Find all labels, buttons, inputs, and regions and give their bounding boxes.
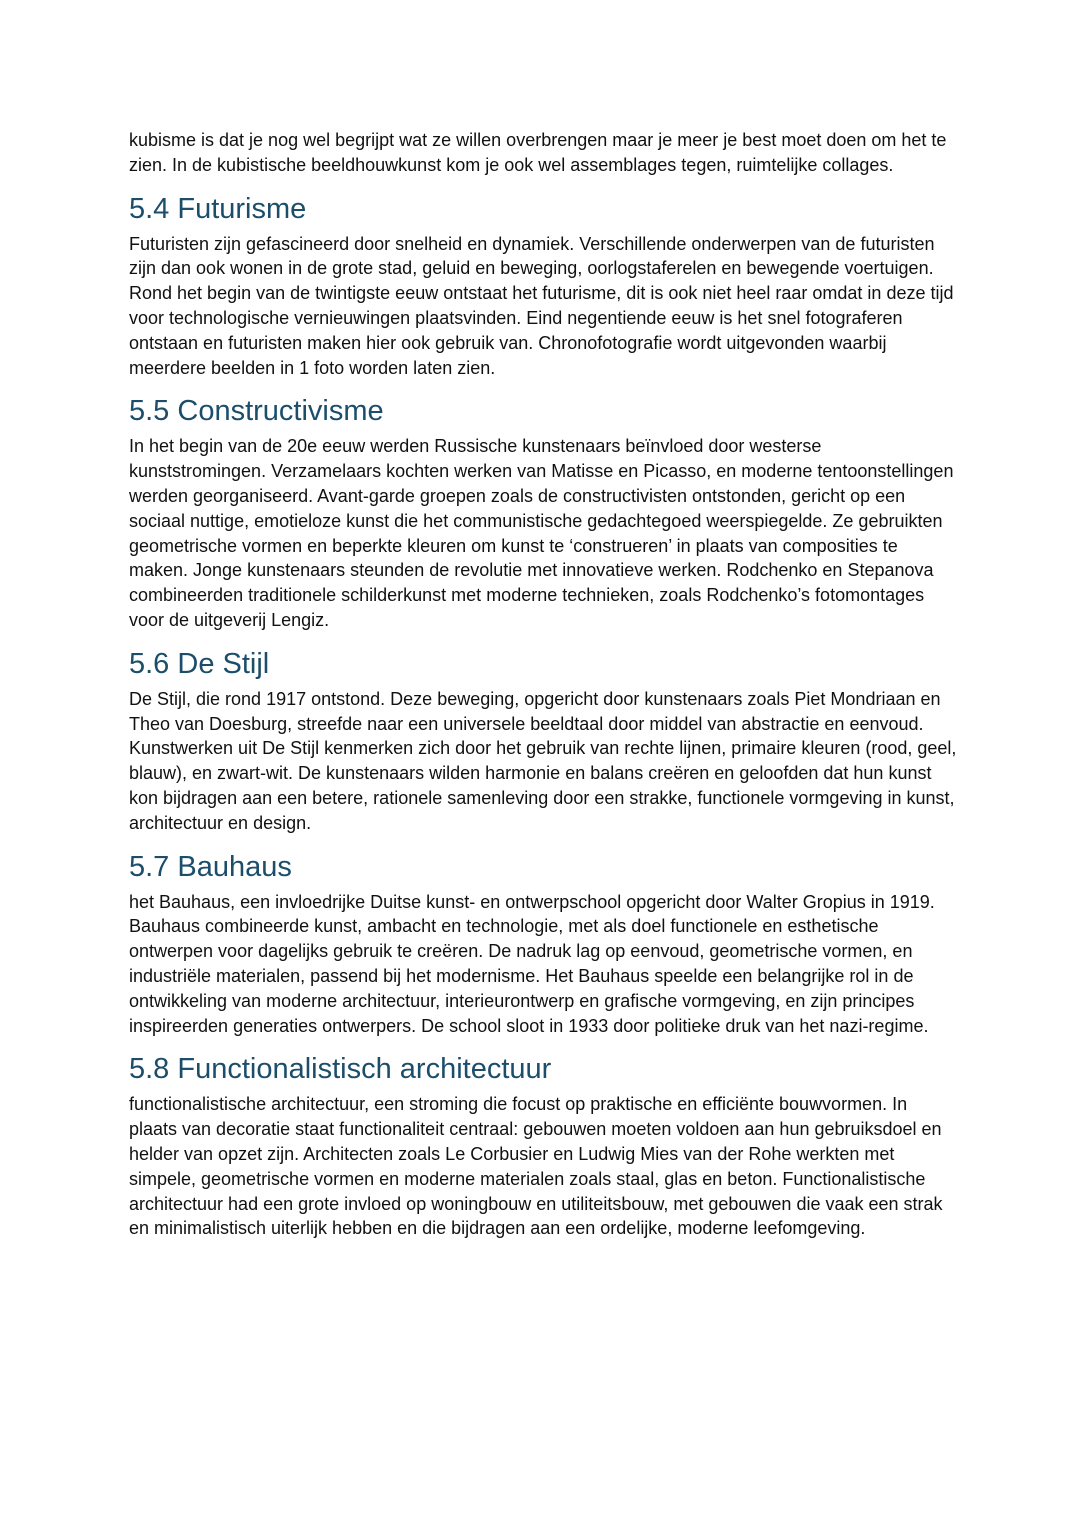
section-heading-bauhaus: 5.7 Bauhaus [129,850,292,883]
section-heading-functionalistisch: 5.8 Functionalistisch architectuur [129,1053,552,1086]
section-text-de-stijl: De Stijl, die rond 1917 ontstond. Deze beweging, opgericht door kunstenaars zoals Piet Mondriaan en Theo van Doesburg, streefde naar een universele beeldtaal door middel van abstractie en eenvoud. Kunstwerken uit De Stijl kenmerken zich door het gebruik van rechte lijnen, primaire kleuren (rood, geel, blauw), en zwart-wit. De kunstenaars wilden harmonie en balans creëren en geloofden dat hun kunst kon bijdragen aan een betere, rationele samenleving door een strakke, functionele vormgeving in kunst, architectuur en design. [129,688,957,833]
section-heading-futurisme: 5.4 Futurisme [129,192,307,225]
section-text-futurisme: Futuristen zijn gefascineerd door snelheid en dynamiek. Verschillende onderwerpen van de futuristen zijn dan ook wonen in de grote stad, geluid en beweging, oorlogstaferelen en bewegende voertuigen. Rond het begin van de twintigste eeuw ontstaat het futurisme, dit is ook niet heel raar omdat in deze tijd voor technologische vernieuwingen plaatsvinden. Eind negentiende eeuw is het snel fotograferen ontstaan en futuristen maken hier ook gebruik van. Chronofotografie wordt uitgevonden waarbij meerdere beelden in 1 foto worden laten zien. [129,233,954,378]
section-text-functionalistisch: functionalistische architectuur, een stroming die focust op praktische en efficiënte bouwvormen. In plaats van decoratie staat functionaliteit centraal: gebouwen moeten voldoen aan hun gebruiksdoel en helder van opzet zijn. Architecten zoals Le Corbusier en Ludwig Mies van der Rohe werkten met simpele, geometrische vormen en moderne materialen zoals staal, glas en beton. Functionalistische architectuur had een grote invloed op woningbouw en utiliteitsbouw, met gebouwen die vaak een strak en minimalistisch uiterlijk hebben en die bijdragen aan een ordelijke, moderne leefomgeving. [129,1094,943,1239]
section-heading-de-stijl: 5.6 De Stijl [129,647,270,680]
section-heading-constructivisme: 5.5 Constructivisme [129,395,384,428]
intro-paragraph: kubisme is dat je nog wel begrijpt wat ze willen overbrengen maar je meer je best moet doen om het te zien. In de kubistische beeldhouwkunst kom je ook wel assemblages tegen, ruimtelijke collages. [129,130,947,175]
section-text-constructivisme: In het begin van de 20e eeuw werden Russische kunstenaars beïnvloed door westerse kunststromingen. Verzamelaars kochten werken van Matisse en Picasso, en moderne tentoonstellingen werden georganiseerd. Avant-garde groepen zoals de constructivisten ontstonden, gericht op een sociaal nuttige, emotieloze kunst die het communistische gedachtegoed weerspiegelde. Ze gebruikten geometrische vormen en beperkte kleuren om kunst te ‘construeren’ in plaats van composities te maken. Jonge kunstenaars steunden de revolutie met innovatieve werken. Rodchenko en Stepanova combineerden traditionele schilderkunst met moderne technieken, zoals Rodchenko’s fotomontages voor de uitgeverij Lengiz. [129,436,954,630]
section-text-bauhaus: het Bauhaus, een invloedrijke Duitse kunst- en ontwerpschool opgericht door Walter Gropius in 1919. Bauhaus combineerde kunst, ambacht en technologie, met als doel functionele en esthetische ontwerpen voor dagelijks gebruik te creëren. De nadruk lag op eenvoud, geometrische vormen, en industriële materialen, passend bij het modernisme. Het Bauhaus speelde een belangrijke rol in de ontwikkeling van moderne architectuur, interieurontwerp en grafische vormgeving, en zijn principes inspireerden generaties ontwerpers. De school sloot in 1933 door politieke druk van het nazi-regime. [129,891,935,1036]
document-page [129,128,959,1241]
